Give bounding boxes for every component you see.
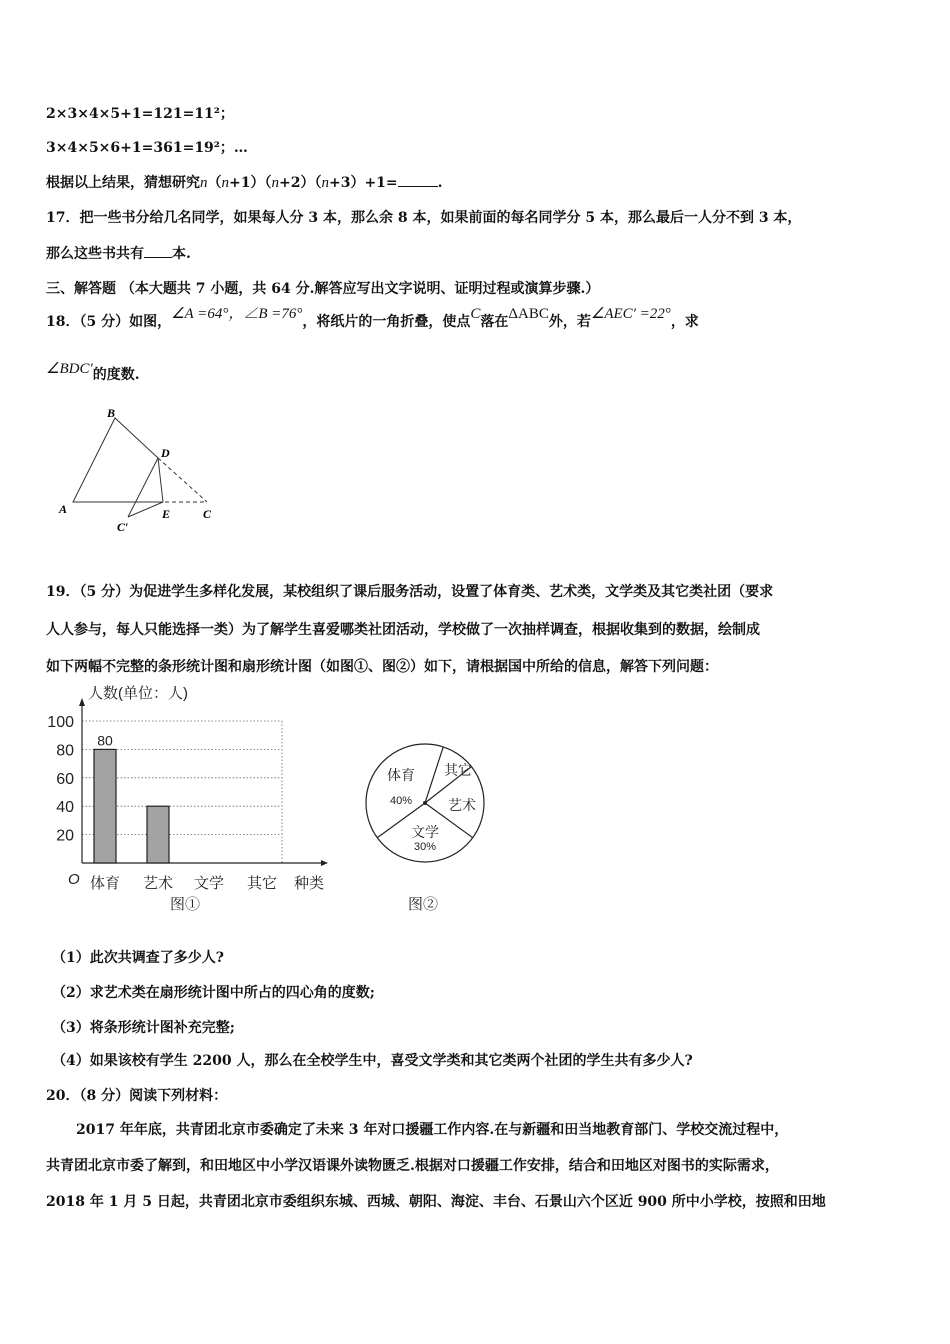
question-19-line-1: 19．（5 分）为促进学生多样化发展，某校组织了课后服务活动，设置了体育类、艺术类，文学类及其它类社团（要求 xyxy=(46,584,774,600)
x-tick-label: 体育 xyxy=(89,875,121,892)
fold-line-de xyxy=(158,458,163,502)
x-axis-arrow xyxy=(321,860,328,866)
question-17-line-2: 那么这些书共有 本. xyxy=(46,246,191,262)
sub-question-2: （2）求艺术类在扇形统计图中所占的四心角的度数; xyxy=(52,985,375,1001)
y-axis-arrow xyxy=(79,698,85,706)
x-tick-label: 其它 xyxy=(246,875,278,892)
sub-question-3: （3）将条形统计图补充完整; xyxy=(52,1020,235,1036)
bar-data-label: 80 xyxy=(97,732,113,749)
bar-chart xyxy=(40,680,350,920)
label-B: B xyxy=(107,406,116,420)
label-E: E xyxy=(162,507,171,521)
figure-1-caption: 图① xyxy=(169,896,201,913)
triangle-dashed-edge-dc xyxy=(158,458,207,502)
answer-blank xyxy=(144,245,172,258)
y-tick-label: 20 xyxy=(56,827,74,845)
answer-blank xyxy=(398,174,438,187)
guess-line: 根据以上结果，猜想研究n（n+1）（n+2）（n+3）+1= . xyxy=(46,175,443,191)
origin-label: O xyxy=(68,871,80,888)
x-tick-label: 艺术 xyxy=(142,875,174,892)
figure-2-caption: 图② xyxy=(407,896,439,913)
question-19-line-3: 如下两幅不完整的条形统计图和扇形统计图（如图①、图②）如下，请根据国中所给的信息，解答下列问题： xyxy=(46,659,718,675)
pie-slice-label: 其它 xyxy=(444,762,472,778)
bar-体育 xyxy=(94,749,116,863)
y-tick-label: 60 xyxy=(56,770,74,788)
label-C-prime: C′ xyxy=(117,520,129,534)
reading-paragraph-line-3: 2018 年 1 月 5 日起，共青团北京市委组织东城、西城、朝阳、海淀、丰台、石景山六个区近 900 所中小学校，按照和田地 xyxy=(46,1194,826,1210)
fold-edge-ec-prime xyxy=(128,502,163,517)
y-tick-label: 100 xyxy=(47,714,74,731)
question-20-heading: 20．（8 分）阅读下列材料： xyxy=(46,1088,228,1104)
label-D: D xyxy=(161,446,170,460)
reading-paragraph-line-1: 2017 年年底，共青团北京市委确定了未来 3 年对口援疆工作内容.在与新疆和田当地教育部门、学校交流过程中， xyxy=(76,1122,789,1138)
fold-edge-dc-prime xyxy=(128,458,158,517)
pie-chart xyxy=(355,740,495,925)
reading-paragraph-line-2: 共青团北京市委了解到，和田地区中小学汉语课外读物匮乏.根据对口援疆工作安排，结合和田地区对图书的实际需求， xyxy=(46,1158,779,1174)
y-tick-label: 40 xyxy=(56,799,74,817)
fold-triangle-figure xyxy=(55,402,225,537)
x-tick-label: 文学 xyxy=(193,875,225,892)
triangle-solid-edges xyxy=(73,418,158,502)
sub-question-4: （4）如果该校有学生 2200 人，那么在全校学生中，喜受文学类和其它类两个社团的学生共有多少人? xyxy=(52,1053,693,1069)
pie-slice-divider xyxy=(425,747,443,803)
label-A: A xyxy=(59,502,68,516)
y-axis-label: 人数(单位：人) xyxy=(88,685,188,702)
pie-slice-percent: 40% xyxy=(389,795,413,807)
question-18-cont: ∠BDC′的度数. xyxy=(46,361,140,383)
pie-slice-label: 体育 xyxy=(387,767,415,783)
y-tick-label: 80 xyxy=(56,742,74,760)
equation-line-2: 3×4×5×6+1=361=19²；… xyxy=(46,140,248,156)
pie-center xyxy=(423,801,427,805)
question-19-line-2: 人人参与，每人只能选择一类）为了解学生喜爱哪类社团活动，学校做了一次抽样调查，根据收集到的数据，绘制成 xyxy=(46,622,760,638)
question-17-line-1: 17．把一些书分给几名同学，如果每人分 3 本，那么余 8 本，如果前面的每名同学分 5 本，那么最后一人分不到 3 本， xyxy=(46,210,802,226)
pie-slice-label: 艺术 xyxy=(448,797,476,813)
x-axis-label: 种类 xyxy=(294,875,325,892)
bar-艺术 xyxy=(147,806,169,863)
sub-question-1: （1）此次共调查了多少人? xyxy=(52,950,224,966)
section-3-heading: 三、解答题 （本大题共 7 小题，共 64 分.解答应写出文字说明、证明过程或演算步骤.） xyxy=(46,281,600,297)
label-C: C xyxy=(203,507,212,521)
pie-slice-percent: 30% xyxy=(413,841,437,853)
pie-slice-label: 文学 xyxy=(411,824,439,840)
question-18: 18．（5 分）如图，∠A =64°，∠B =76°，将纸片的一角折叠，使点C落在ΔABC外，若∠AEC′ =22°，求 xyxy=(46,306,699,330)
equation-line-1: 2×3×4×5+1=121=11²； xyxy=(46,106,234,122)
